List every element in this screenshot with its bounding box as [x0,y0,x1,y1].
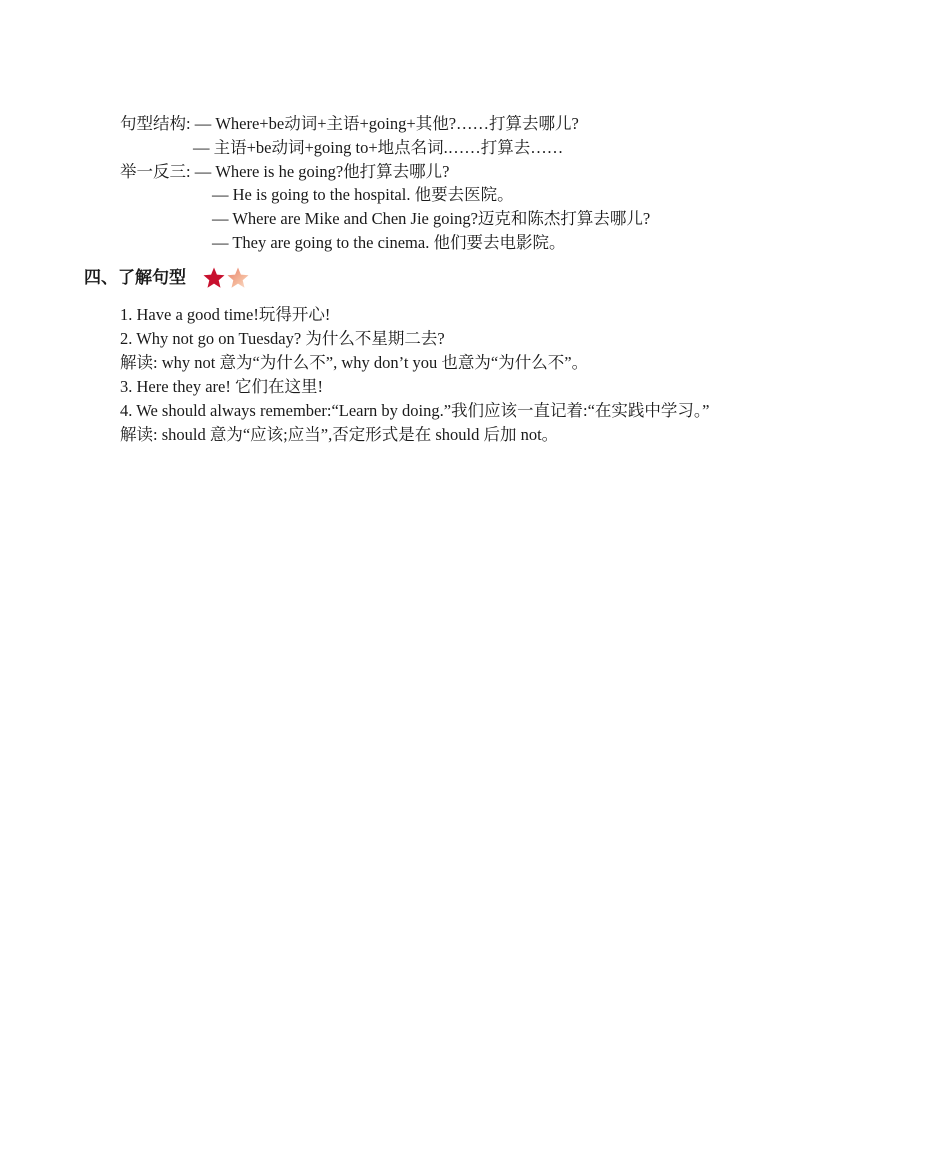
difficulty-stars [202,266,250,290]
example-sentence-2: — He is going to the hospital. 他要去医院。 [212,185,514,204]
structure-pattern-1: — Where+be动词+主语+going+其他?……打算去哪儿? [194,114,579,133]
list-item: 1. Have a good time!玩得开心! [120,305,331,324]
list-item: 解读: should 意为“应该;应当”,否定形式是在 should 后加 not。 [120,425,559,444]
list-item: 4. We should always remember:“Learn by doing.”我们应该一直记着:“在实践中学习。” [120,401,710,420]
examples-line-1 [120,162,450,182]
list-item: 3. Here they are! 它们在这里! [120,377,323,396]
examples-label: 举一反三: [120,162,191,181]
structure-label: 句型结构: [120,114,191,133]
example-sentence-3: — Where are Mike and Chen Jie going?迈克和陈杰打算去哪儿? [212,209,651,228]
structure-pattern-2: — 主语+be动词+going to+地点名词.……打算去…… [193,138,564,157]
list-item: 解读: why not 意为“为什么不”, why don’t you 也意为“为什么不”。 [120,353,589,372]
example-sentence-4: — They are going to the cinema. 他们要去电影院。 [212,233,566,252]
section-title: 四、了解句型 [84,268,186,287]
star-half-icon [226,266,250,290]
list-item: 2. Why not go on Tuesday? 为什么不星期二去? [120,329,445,348]
structure-line-1 [120,114,579,134]
star-full-icon [202,266,226,290]
example-sentence-1: — Where is he going?他打算去哪儿? [194,162,450,181]
section-heading [84,266,250,290]
